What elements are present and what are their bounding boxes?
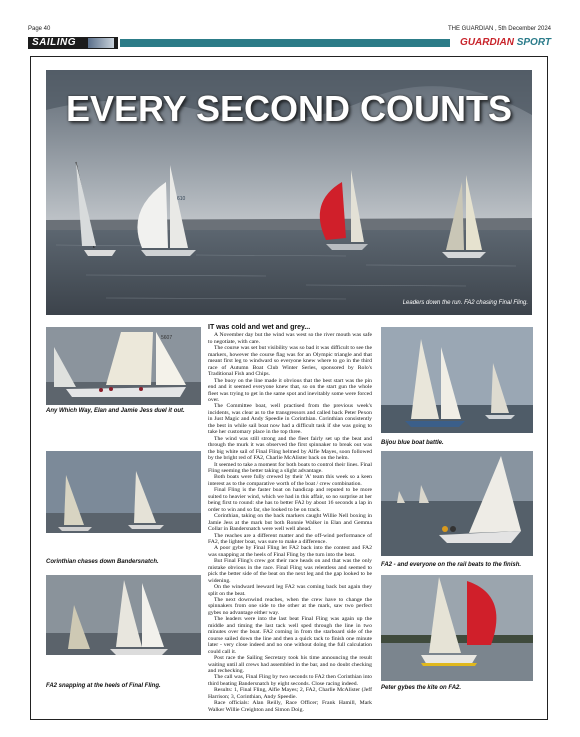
caption-right-1: Bijou blue boat battle.: [381, 440, 444, 446]
photo-left-3: [46, 575, 201, 655]
article-paragraph: The leaders were into the last beat Final Fling was again up the middle and timing the last tack well sped through the line in two minutes over the boat. FA2 coming in from the starboard side of the course sailed down the line and then a quick tack to finish one minute later - very close indeed and no one without doing the full calculation could call it.: [208, 616, 372, 655]
publication-date: THE GUARDIAN , 5th December 2024: [447, 26, 551, 32]
sail-number: 5607: [161, 335, 173, 341]
caption-left-2: Corinthian chases down Bandersnatch.: [46, 559, 159, 565]
caption-right-3: Peter gybes the kite on FA2.: [381, 685, 462, 691]
svg-text:610: 610: [177, 196, 186, 202]
sailboat-icon: [88, 38, 114, 48]
article-paragraph: Race officials: Alan Reilly, Race Officer; Frank Hamill, Mark Walker Willie Creighton and Simon Doig.: [208, 700, 372, 713]
article-paragraph: The next downwind reaches, when the crew have to change the spinnakers from one side to the other at the mark, saw two perfect gybes no advantage either way.: [208, 597, 372, 616]
article-paragraph: A November day but the wind was west so the river mouth was safe to negotiate, with care.: [208, 332, 372, 345]
caption-left-3: FA2 snapping at the heels of Final Fling.: [46, 683, 161, 689]
article-paragraph: The call was, Final Fling by two seconds to FA2 then Corinthian into third beating Bandersnatch by eight seconds. Close racing indeed.: [208, 674, 372, 687]
article-paragraph: Corinthian, taking on the back markers caught Willie Nell boxing in Jamie Jess at the mark but both Ronnie Walker in Elan and Gemma Collar in Bandersnatch were well well ahead.: [208, 513, 372, 533]
section-name: SAILING: [32, 37, 77, 48]
photo-right-1: [381, 327, 533, 433]
article-paragraph: The course was set but visibility was so bad it was difficult to see the markers, however the course flag was for an Olympic triangle and that meant first leg to windward so everyone knew where to go in the third race of Autumn Boat Club Winter Series, sponsored by Rolo's Traditional Fish and Chips.: [208, 345, 372, 378]
brand-logo: GUARDIAN SPORT: [460, 37, 551, 48]
section-rule: [120, 39, 450, 47]
article-paragraph: The Committee boat, well practised from the previous week's incidents, was clear as to the transgressors and called back Peter Pexon in Just Magic and Andy Speedie in Corinthian. Corinthian consistently the best in while sail boat now had a difficult task if she was going to take her customary place in the top three.: [208, 403, 372, 436]
photo-left-2: [46, 451, 201, 533]
article-paragraph: But Final Fling's crew got their race heads on and that was the only mistake obvious in the race. Final Fling was relentless and seemed to pick the better side of the beat on the next leg and the gap looked to be widening.: [208, 558, 372, 584]
photo-left-1: [46, 327, 201, 405]
article-paragraph: A poor gybe by Final Fling let FA2 back into the contest and FA2 was snapping at the heels of Final Fling by the turn into the beat.: [208, 545, 372, 558]
photo-right-2: [381, 451, 533, 556]
headline: EVERY SECOND COUNTS: [65, 88, 513, 129]
caption-right-2: FA2 - and everyone on the rail beats to the finish.: [381, 562, 522, 568]
article-body: [208, 325, 372, 713]
article-lead: IT was cold and wet and grey...: [208, 324, 311, 331]
main-photo-caption: Leaders down the run. FA2 chasing Final Fling.: [402, 300, 528, 306]
article-paragraph: The buoy on the line made it obvious that the best start was the pin end and it seemed everyone knew that, so on the start gun the whole fleet was trying to get in the same spot and inevitably some were forced over.: [208, 377, 372, 403]
article-paragraph: Final Fling is the faster boat on handicap and reputed to be more suited to heavier wind, which we had in this affair, so no surprise at her being first to round: she has to better FA2 by about 16 seconds a lap in order to win and so far, she looked to be on track.: [208, 487, 372, 513]
top-line: [28, 26, 551, 32]
article-paragraph: It seemed to take a moment for both boats to control their lines. Final Fling seeming the better taking a slight advantage.: [208, 461, 372, 474]
section-header: [28, 36, 551, 50]
article-paragraph: The reaches are a different matter and the off-wind performance of FA2, the lighter boat, was sure to make a difference.: [208, 532, 372, 545]
article-paragraph: Both boats were fully crewed by their 'A' team this week so a keen interest as to the comparative worth of the boat / crew combination.: [208, 474, 372, 487]
article-paragraph: On the windward leeward leg FA2 was coming back but again they split on the beat.: [208, 584, 372, 597]
photo-right-3: [381, 575, 533, 681]
page-number: Page 40: [28, 26, 51, 32]
article-paragraph: Results: 1, Final Fling, Alfie Mayes; 2, FA2, Charlie McAlister (Jeff Harrison; 3, Corinthian, Andy Speedie.: [208, 687, 372, 700]
section-label: [28, 37, 118, 49]
article-paragraph: The wind was still strong and the fleet fairly set up the beat and through the murk it was observed the first spinnaker to break out was the big white sail of Final Fling helmed by Alfie Mayes, soon followed by the bright red of FA2, Charlie McAlister back on the helm.: [208, 435, 372, 462]
article-paragraph: Post race the Sailing Secretary took his time announcing the result waiting until all crews had assembled in the bar, and no doubt checking and rechecking.: [208, 655, 372, 675]
caption-left-1: Any Which Way, Elan and Jamie Jess duel it out.: [46, 408, 185, 414]
